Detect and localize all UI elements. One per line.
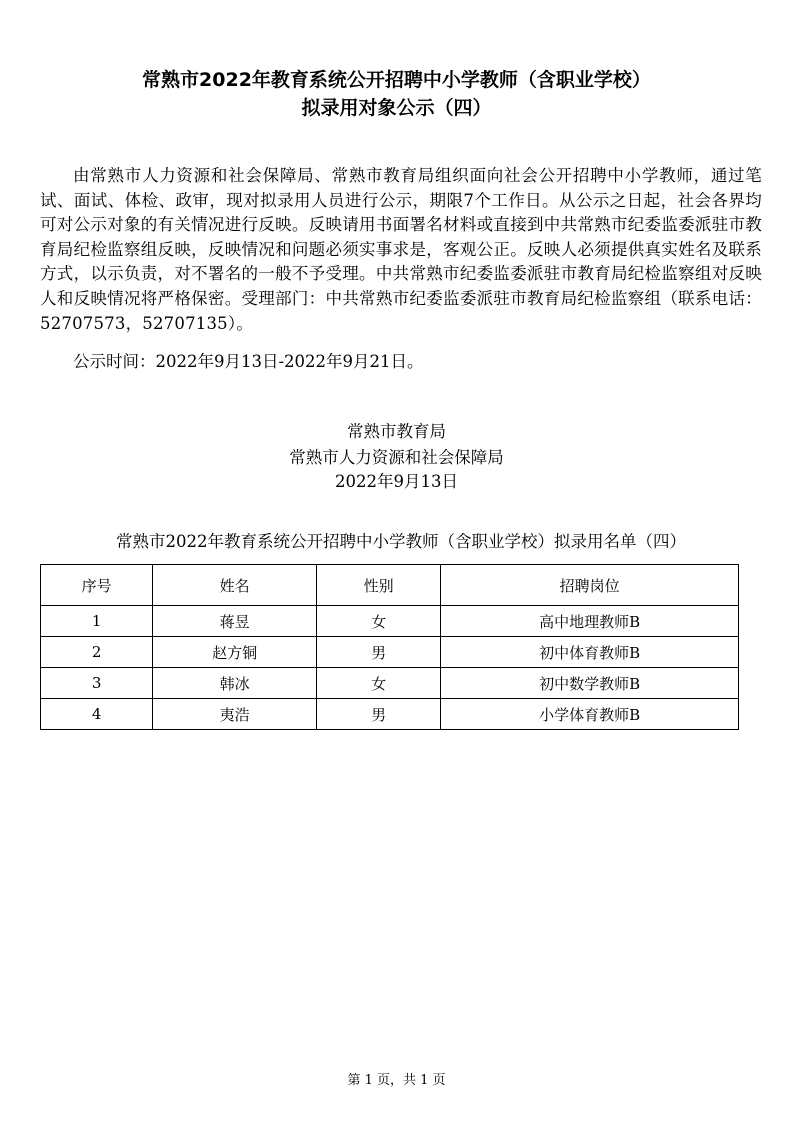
cell-number: 2 — [41, 637, 153, 668]
cell-name: 赵方铜 — [153, 637, 317, 668]
page-footer: 第 1 页，共 1 页 — [347, 1073, 446, 1088]
table-row — [41, 637, 739, 668]
table-header-row — [41, 565, 739, 606]
signature-date: 2022年9月13日 — [335, 472, 458, 491]
document-title-line1: 常熟市2022年教育系统公开招聘中小学教师（含职业学校） — [142, 69, 651, 91]
column-header-name: 姓名 — [153, 565, 317, 606]
cell-number: 3 — [41, 668, 153, 699]
cell-number: 1 — [41, 606, 153, 637]
cell-position: 初中体育教师B — [441, 637, 739, 668]
cell-name: 夷浩 — [153, 699, 317, 730]
cell-name: 韩冰 — [153, 668, 317, 699]
cell-position: 高中地理教师B — [441, 606, 739, 637]
signature-org-education-bureau: 常熟市教育局 — [347, 422, 446, 441]
hiring-list-table — [40, 564, 739, 730]
signature-org-hr-bureau: 常熟市人力资源和社会保障局 — [289, 448, 504, 467]
cell-gender: 女 — [317, 668, 441, 699]
document-title-line2: 拟录用对象公示（四） — [301, 97, 492, 119]
table-row — [41, 699, 739, 730]
table-row — [41, 606, 739, 637]
notice-period: 公示时间：2022年9月13日-2022年9月21日。 — [73, 352, 424, 371]
table-row — [41, 668, 739, 699]
cell-name: 蒋昱 — [153, 606, 317, 637]
cell-gender: 女 — [317, 606, 441, 637]
notice-paragraph: 由常熟市人力资源和社会保障局、常熟市教育局组织面向社会公开招聘中小学教师，通过笔试、面试、体检、政审，现对拟录用人员进行公示，期限7个工作日。从公示之日起，社会各界均可对公示对象的有关情况进行反映。反映请用书面署名材料或直接到中共常熟市纪委监委派驻市教育局纪检监察组反映，反映情况和问题必须实事求是，客观公正。反映人必须提供真实姓名及联系方式，以示负责，对不署名的一般不予受理。中共常熟市纪委监委派驻市教育局纪检监察组对反映人和反映情况将严格保密。受理部门：中共常熟市纪委监委派驻市教育局纪检监察组（联系电话：52707573，52707135）。 — [40, 166, 762, 333]
column-header-gender: 性别 — [317, 565, 441, 606]
cell-gender: 男 — [317, 637, 441, 668]
cell-position: 初中数学教师B — [441, 668, 739, 699]
cell-position: 小学体育教师B — [441, 699, 739, 730]
column-header-position: 招聘岗位 — [441, 565, 739, 606]
cell-gender: 男 — [317, 699, 441, 730]
cell-number: 4 — [41, 699, 153, 730]
column-header-number: 序号 — [41, 565, 153, 606]
list-caption: 常熟市2022年教育系统公开招聘中小学教师（含职业学校）拟录用名单（四） — [116, 532, 686, 551]
